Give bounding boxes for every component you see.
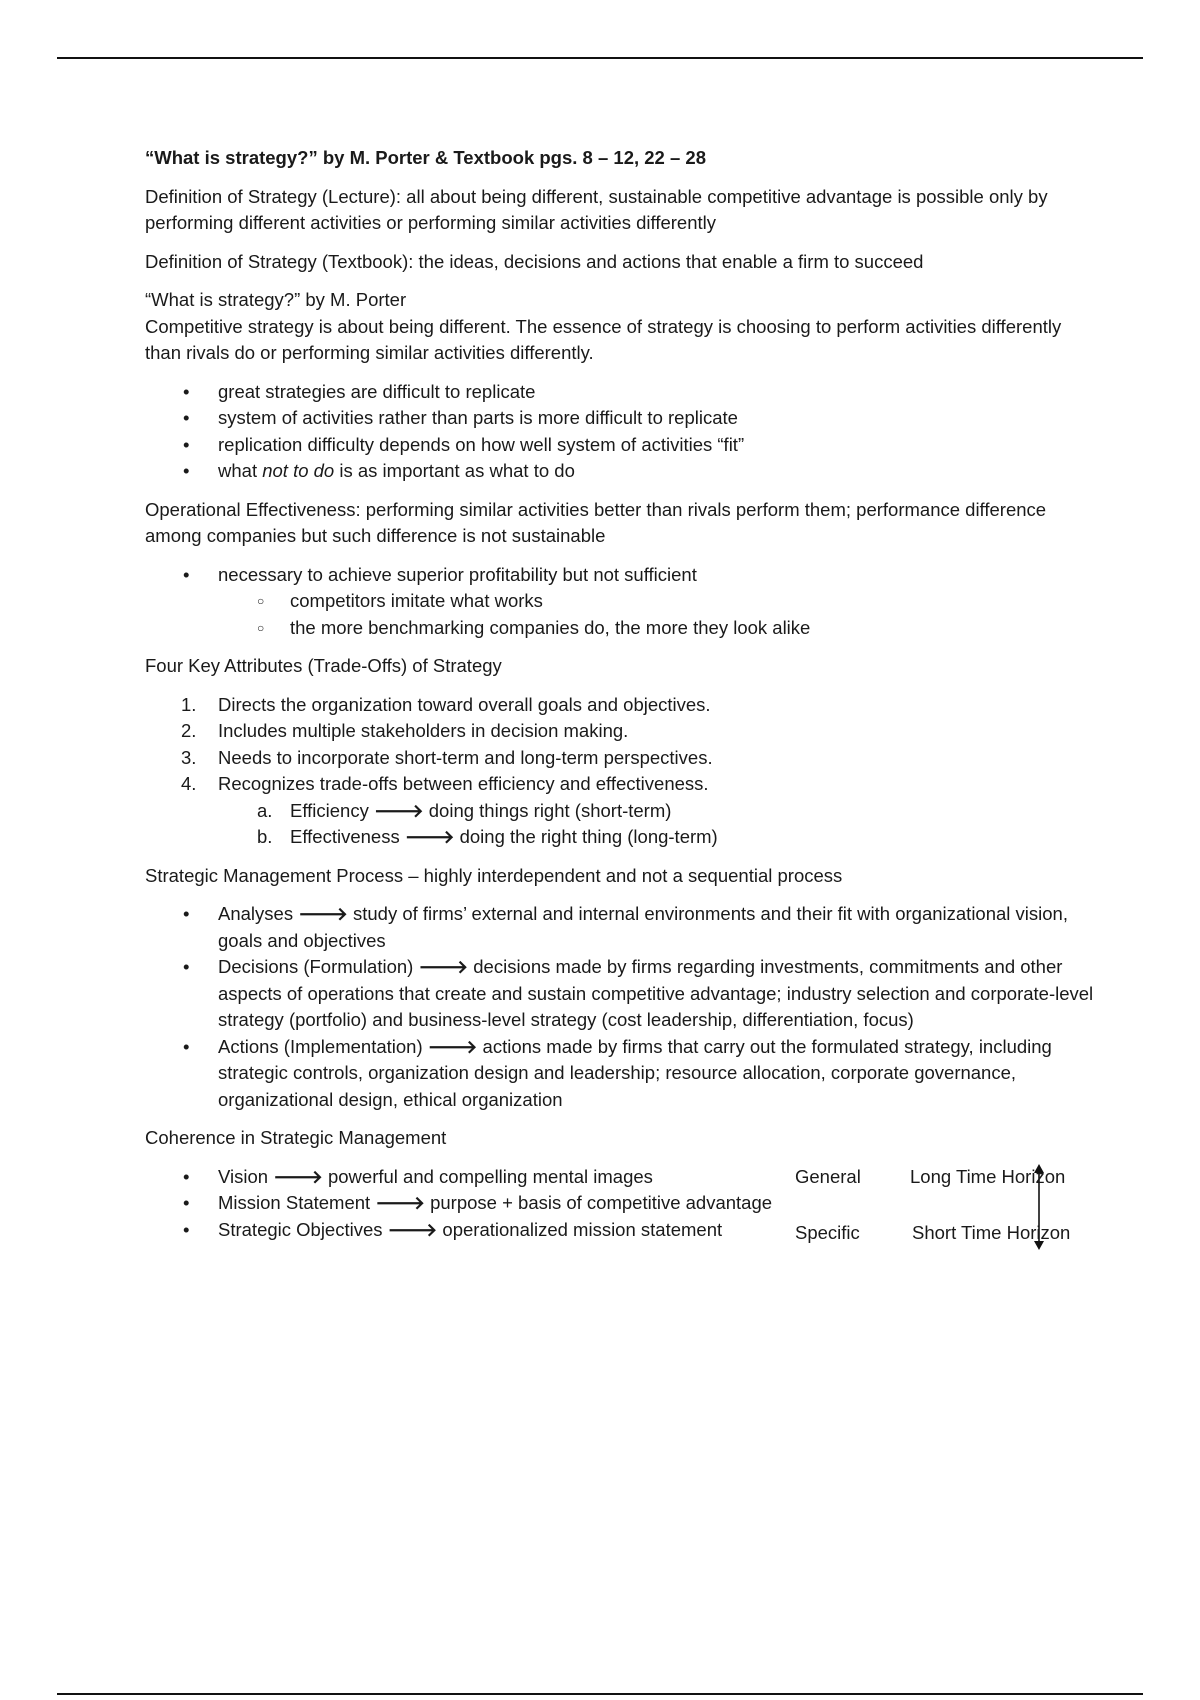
operational-effectiveness: Operational Effectiveness: performing similar activities better than rivals perform them; performance difference among companies but such difference is not sustainable bbox=[145, 498, 1047, 546]
arrow-right-icon: 🡒 bbox=[404, 826, 455, 847]
list-item: • system of activities rather than parts is more difficult to replicate bbox=[145, 405, 1095, 432]
sub-list-item: b. Effectiveness 🡒 doing the right thing (long-term) bbox=[257, 826, 718, 847]
arrow-right-icon: 🡒 bbox=[427, 1035, 478, 1057]
list-item: • Decisions (Formulation) 🡒 decisions made by firms regarding investments, commitments and other aspects of operations that create and sustain competitive advantage; industry selection and corporate-level strategy (portfolio) and business-level strategy (cost leadership, differentiation, focus) bbox=[145, 954, 1095, 1034]
long-time-horizon-label: Long Time Horizon bbox=[910, 1165, 1066, 1187]
list-item: • Strategic Objectives 🡒 operationalized mission statement bbox=[145, 1217, 795, 1244]
four-attributes-list bbox=[145, 692, 1095, 851]
porter-heading: “What is strategy?” by M. Porter bbox=[145, 289, 407, 310]
porter-text: Competitive strategy is about being different. The essence of strategy is choosing to perform activities differently than rivals do or performing similar activities differently. bbox=[145, 315, 1062, 363]
list-item: • Mission Statement 🡒 purpose + basis of competitive advantage bbox=[145, 1190, 795, 1217]
list-item: 4. Recognizes trade-offs between efficiency and effectiveness. bbox=[181, 773, 709, 794]
bottom-rule bbox=[57, 1693, 1143, 1695]
definition-lecture: Definition of Strategy (Lecture): all about being different, sustainable competitive advantage is possible only by performing different activities or performing similar activities differently bbox=[145, 185, 1048, 233]
arrow-right-icon: 🡒 bbox=[418, 956, 469, 977]
sub-list-item: ○ the more benchmarking companies do, the more they look alike bbox=[145, 615, 1095, 642]
arrow-right-icon: 🡒 bbox=[375, 1192, 425, 1213]
smp-list bbox=[145, 901, 1095, 1113]
coherence-block bbox=[145, 1164, 1095, 1244]
list-item: • necessary to achieve superior profitability but not sufficient bbox=[145, 562, 1095, 589]
list-item: • replication difficulty depends on how well system of activities “fit” bbox=[145, 432, 1095, 459]
sub-list-item: ○ competitors imitate what works bbox=[145, 588, 1095, 615]
porter-bullet-list bbox=[145, 379, 1095, 485]
arrow-right-icon: 🡒 bbox=[373, 799, 424, 821]
list-item: • what not to do is as important as what to do bbox=[145, 458, 1095, 485]
short-time-horizon-label: Short Time Horizon bbox=[912, 1221, 1071, 1243]
list-item: 1. Directs the organization toward overall goals and objectives. bbox=[181, 693, 711, 715]
general-label: General bbox=[795, 1165, 861, 1187]
list-item: • Vision 🡒 powerful and compelling mental images bbox=[145, 1164, 795, 1191]
coherence-heading: Coherence in Strategic Management bbox=[145, 1127, 447, 1148]
specific-label: Specific bbox=[795, 1221, 860, 1243]
arrow-right-icon: 🡒 bbox=[273, 1165, 323, 1187]
smp-heading: Strategic Management Process – highly interdependent and not a sequential process bbox=[145, 864, 843, 886]
list-item: 3. Needs to incorporate short-term and long-term perspectives. bbox=[181, 746, 713, 768]
four-attributes-heading: Four Key Attributes (Trade-Offs) of Strategy bbox=[145, 655, 502, 676]
op-bullet-list bbox=[145, 562, 1095, 642]
porter-section bbox=[145, 287, 1095, 367]
coherence-list bbox=[145, 1164, 795, 1244]
arrow-right-icon: 🡒 bbox=[387, 1218, 438, 1240]
sub-list-item: a. Efficiency 🡒 doing things right (short-term) bbox=[257, 799, 672, 821]
page-title: “What is strategy?” by M. Porter & Textbook pgs. 8 – 12, 22 – 28 bbox=[145, 147, 706, 168]
list-item: • Analyses 🡒 study of firms’ external and internal environments and their fit with organizational vision, goals and objectives bbox=[145, 901, 1095, 954]
list-item: 2. Includes multiple stakeholders in decision making. bbox=[181, 720, 629, 741]
document-body bbox=[145, 145, 1095, 1255]
arrow-right-icon: 🡒 bbox=[298, 903, 348, 924]
definition-textbook: Definition of Strategy (Textbook): the ideas, decisions and actions that enable a firm to succeed bbox=[145, 250, 924, 272]
list-item: • Actions (Implementation) 🡒 actions made by firms that carry out the formulated strategy, including strategic controls, organization design and leadership; resource allocation, corporate governance, organizational design, ethical organization bbox=[145, 1034, 1095, 1114]
list-item: • great strategies are difficult to replicate bbox=[145, 379, 1095, 406]
top-rule bbox=[57, 57, 1143, 59]
